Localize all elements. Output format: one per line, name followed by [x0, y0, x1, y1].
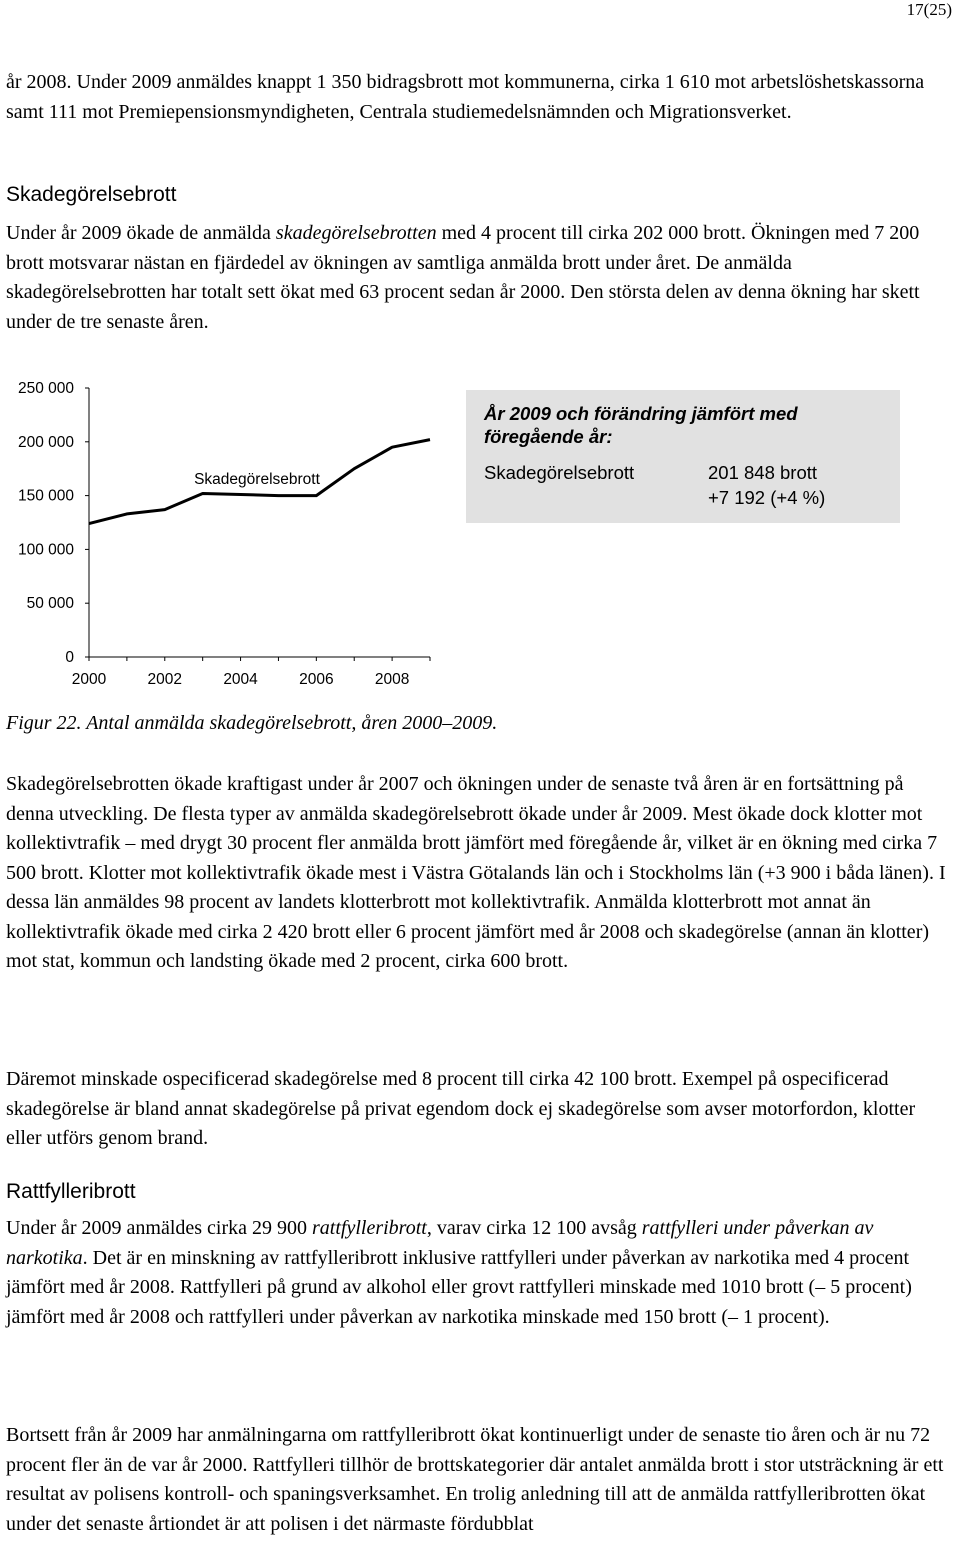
series-label: Skadegörelsebrott — [194, 471, 320, 488]
y-tick-label: 200 000 — [17, 433, 74, 451]
section-heading-skadegorelse: Skadegörelsebrott — [6, 183, 177, 206]
y-tick-label: 150 000 — [17, 487, 74, 505]
section-heading-rattfylleri: Rattfylleribrott — [6, 1180, 136, 1203]
italic-term: rattfylleri under påverkan av narkotika — [6, 1217, 874, 1269]
skadegorelse-paragraph-3: Däremot minskade ospecificerad skadegörelse med 8 procent till cirka 42 100 brott. Exempel på ospecificerad skadegörelse är bland annat skadegörelse på privat egendom dock ej skadegörelse som avser motorfordon, klotter eller utförs genom brand. — [6, 1068, 916, 1149]
figure-caption: Figur 22. Antal anmälda skadegörelsebrott, åren 2000–2009. — [6, 712, 498, 734]
x-tick-label: 2008 — [374, 671, 410, 688]
text-run: Under år 2009 anmäldes cirka 29 900 — [6, 1217, 313, 1239]
text-run: Under år 2009 ökade de anmälda — [6, 222, 276, 244]
rattfylleri-paragraph-2: Bortsett från år 2009 har anmälningarna om rattfylleribrott ökat kontinuerligt under de senaste tio åren och är nu 72 procent fler än de var år 2000. Rattfylleri tillhör de brottskategorier där antalet anmälda brott i stor utsträckning är ett resultat av polisens kontroll- och spaningsverksamhet. En trolig anledning till att de anmälda rattfylleribrotten ökat under det senaste årtiondet är att polisen i det närmaste fördubblat — [6, 1424, 944, 1535]
y-axis-ticks — [18, 380, 89, 666]
y-tick-label: 100 000 — [17, 541, 74, 559]
text-run: , varav cirka 12 100 avsåg — [426, 1217, 642, 1239]
text-run: . Det är en minskning av rattfylleribrott inklusive rattfylleri under påverkan av narkotika med 4 procent jämfört med år 2008. Rattfylleri på grund av alkohol eller grovt rattfylleri minskade med 1010 brott (– 5 procent) jämfört med år 2008 och rattfylleri under påverkan av narkotika minskade med 150 brott (– 1 procent). — [6, 1246, 912, 1328]
x-axis-ticks — [72, 657, 430, 688]
figure-infobox — [466, 390, 900, 523]
x-tick-label: 2002 — [147, 671, 183, 688]
italic-term: skadegörelsebrotten — [275, 222, 437, 244]
page-number: 17(25) — [906, 0, 952, 19]
y-tick-label: 250 000 — [17, 380, 74, 397]
rattfylleri-paragraph-1 — [6, 1214, 951, 1332]
skadegorelse-paragraph-1 — [6, 219, 951, 337]
text-run: med 4 procent till cirka 202 000 brott. Ökningen med 7 200 brott motsvarar nästan en fjärdedel av ökningen av samtliga anmälda brott under året. De anmälda skadegörelsebrotten har totalt sett ökat med 63 procent sedan år 2000. Den största delen av denna ökning har skett under de tre senaste åren. — [6, 222, 920, 333]
x-tick-label: 2000 — [71, 671, 107, 688]
x-tick-label: 2006 — [299, 671, 334, 688]
infobox-value: 201 848 brott — [708, 462, 818, 483]
y-tick-label: 0 — [65, 649, 74, 666]
skadegorelse-paragraph-2: Skadegörelsebrotten ökade kraftigast under år 2007 och ökningen under de senaste två åren är en fortsättning på denna utveckling. De flesta typer av anmälda skadegörelsebrott ökade under år 2009. Mest ökade dock klotter mot kollektivtrafik – med drygt 30 procent fler anmälda brott jämfört med föregående år, vilket är en ökning med cirka 7 500 brott. Klotter mot kollektivtrafik ökade mest i Västra Götalands län och i Stockholms län (+3 900 i båda länen). I dessa län anmäldes 98 procent av landets klotterbrott mot kollektivtrafik. Anmälda klotterbrott mot annat än kollektivtrafik ökade med cirka 2 420 brott eller 6 procent jämfört med år 2008 och skadegörelse (annan än klotter) mot stat, kommun och landsting ökade med 2 procent, cirka 600 brott. — [6, 773, 946, 972]
chart-axes — [89, 388, 430, 657]
infobox-label: Skadegörelsebrott — [484, 462, 635, 483]
y-tick-label: 50 000 — [26, 595, 74, 613]
infobox-title: År 2009 och förändring jämfört med föregående år: — [484, 403, 798, 447]
infobox-change: +7 192 (+4 %) — [708, 487, 826, 508]
x-tick-label: 2004 — [223, 671, 258, 688]
intro-paragraph: år 2008. Under 2009 anmäldes knappt 1 350 bidragsbrott mot kommunerna, cirka 1 610 mot arbetslöshetskassorna samt 111 mot Premiepensionsmyndigheten, Centrala studiemedelsnämnden och Migrationsverket. — [6, 71, 925, 123]
italic-term: rattfylleribrott — [312, 1217, 427, 1239]
